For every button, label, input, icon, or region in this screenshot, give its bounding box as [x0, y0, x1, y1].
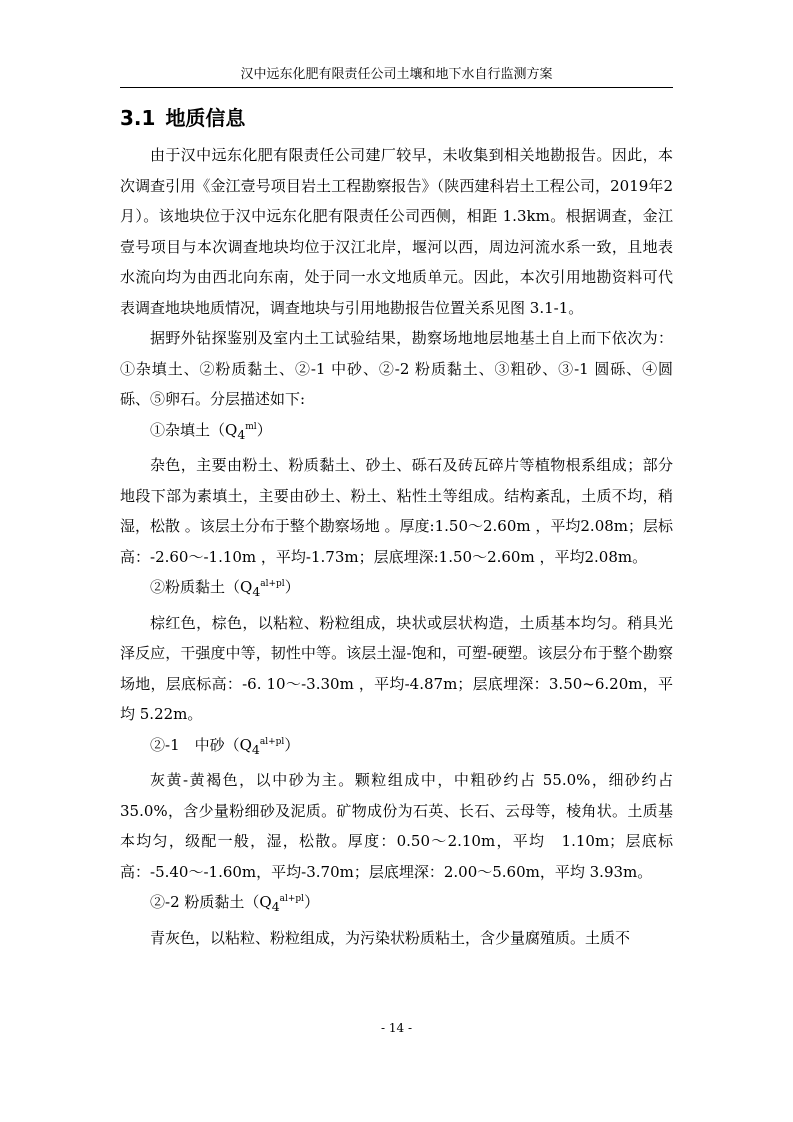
document-body	[120, 140, 673, 953]
section-number: 3.1	[120, 106, 156, 130]
paragraph-medium-sand: 灰黄-黄褐色，以中砂为主。颗粒组成中，中粗砂约占 55.0%，细砂约占35.0%，含少量粉细砂及泥质。矿物成份为石英、长石、云母等，棱角状。土质基本均匀，级配一般，湿，松散。厚度：0.50～2.10m，平均 1.10m；层底标高：-5.40～-1.60m，平均-3.70m；层底埋深：2.00～5.60m，平均 3.93m。	[120, 771, 673, 881]
section-heading	[120, 104, 245, 132]
section-title: 地质信息	[165, 106, 246, 130]
layer-heading-silty-clay: ②粉质黏土$(Q_4^{al+pl})$	[150, 578, 300, 599]
paragraph-strata-summary: 据野外钻探鉴别及室内土工试验结果，勘察场地地层地基土自上而下依次为：①杂填土、②粉质黏土、②-1 中砂、②-2 粉质黏土、③粗砂、③-1 圆砾、④圆砾、⑤卵石。分层描述如下:	[120, 329, 673, 408]
paragraph-silty-clay: 棕红色，棕色，以粘粒、粉粒组成，块状或层状构造，土质基本均匀。稍具光泽反应，干强度中等，韧性中等。该层土湿-饱和，可塑-硬塑。该层分布于整个勘察场地，层底标高：-6. 10～-3.30m ，平均-4.87m；层底埋深：3.50~6.20m，平均 5.22m。	[120, 613, 673, 723]
running-header: 汉中远东化肥有限责任公司土壤和地下水自行监测方案	[240, 67, 553, 82]
header-divider	[120, 87, 673, 88]
paragraph-fill: 杂色，主要由粉土、粉质黏土、砂土、砾石及砖瓦碎片等植物根系组成；部分地段下部为素填土，主要由砂土、粉土、粘性土等组成。结构紊乱，土质不均，稍湿，松散 。该层土分布于整个勘察场地 。厚度:1.50～2.60m ，平均2.08m；层标高：-2.60～-1.10m ，平均-1.73m；层底埋深:1.50～2.60m ，平均2.08m。	[120, 456, 674, 566]
layer-heading-fill: ①杂填土$(Q_4^{ml})$	[150, 420, 272, 442]
layer-heading-medium-sand: ②-1 中砂$(Q_4^{al+pl})$	[150, 735, 300, 757]
paragraph-silty-clay-2: 青灰色，以粘粒、粉粒组成，为污染状粉质粘土，含少量腐殖质。土质不	[150, 928, 631, 947]
paragraph-intro: 由于汉中远东化肥有限责任公司建厂较早，未收集到相关地勘报告。因此，本次调查引用《金江壹号项目岩土工程勘察报告》（陕西建科岩土工程公司，2019年2月）。该地块位于汉中远东化肥有限责任公司西侧，相距 1.3km。根据调查，金江壹号项目与本次调查地块均位于汉江北岸，堰河以西，周边河流水系一致，且地表水流向均为由西北向东南，处于同一水文地质单元。因此，本次引用地勘资料可代表调查地块地质情况，调查地块与引用地勘报告位置关系见图 3.1-1。	[120, 146, 673, 317]
page-number: - 14 -	[380, 1021, 412, 1035]
layer-heading-silty-clay-2: ②-2 粉质黏土$(Q_4^{al+pl})$	[150, 893, 320, 914]
